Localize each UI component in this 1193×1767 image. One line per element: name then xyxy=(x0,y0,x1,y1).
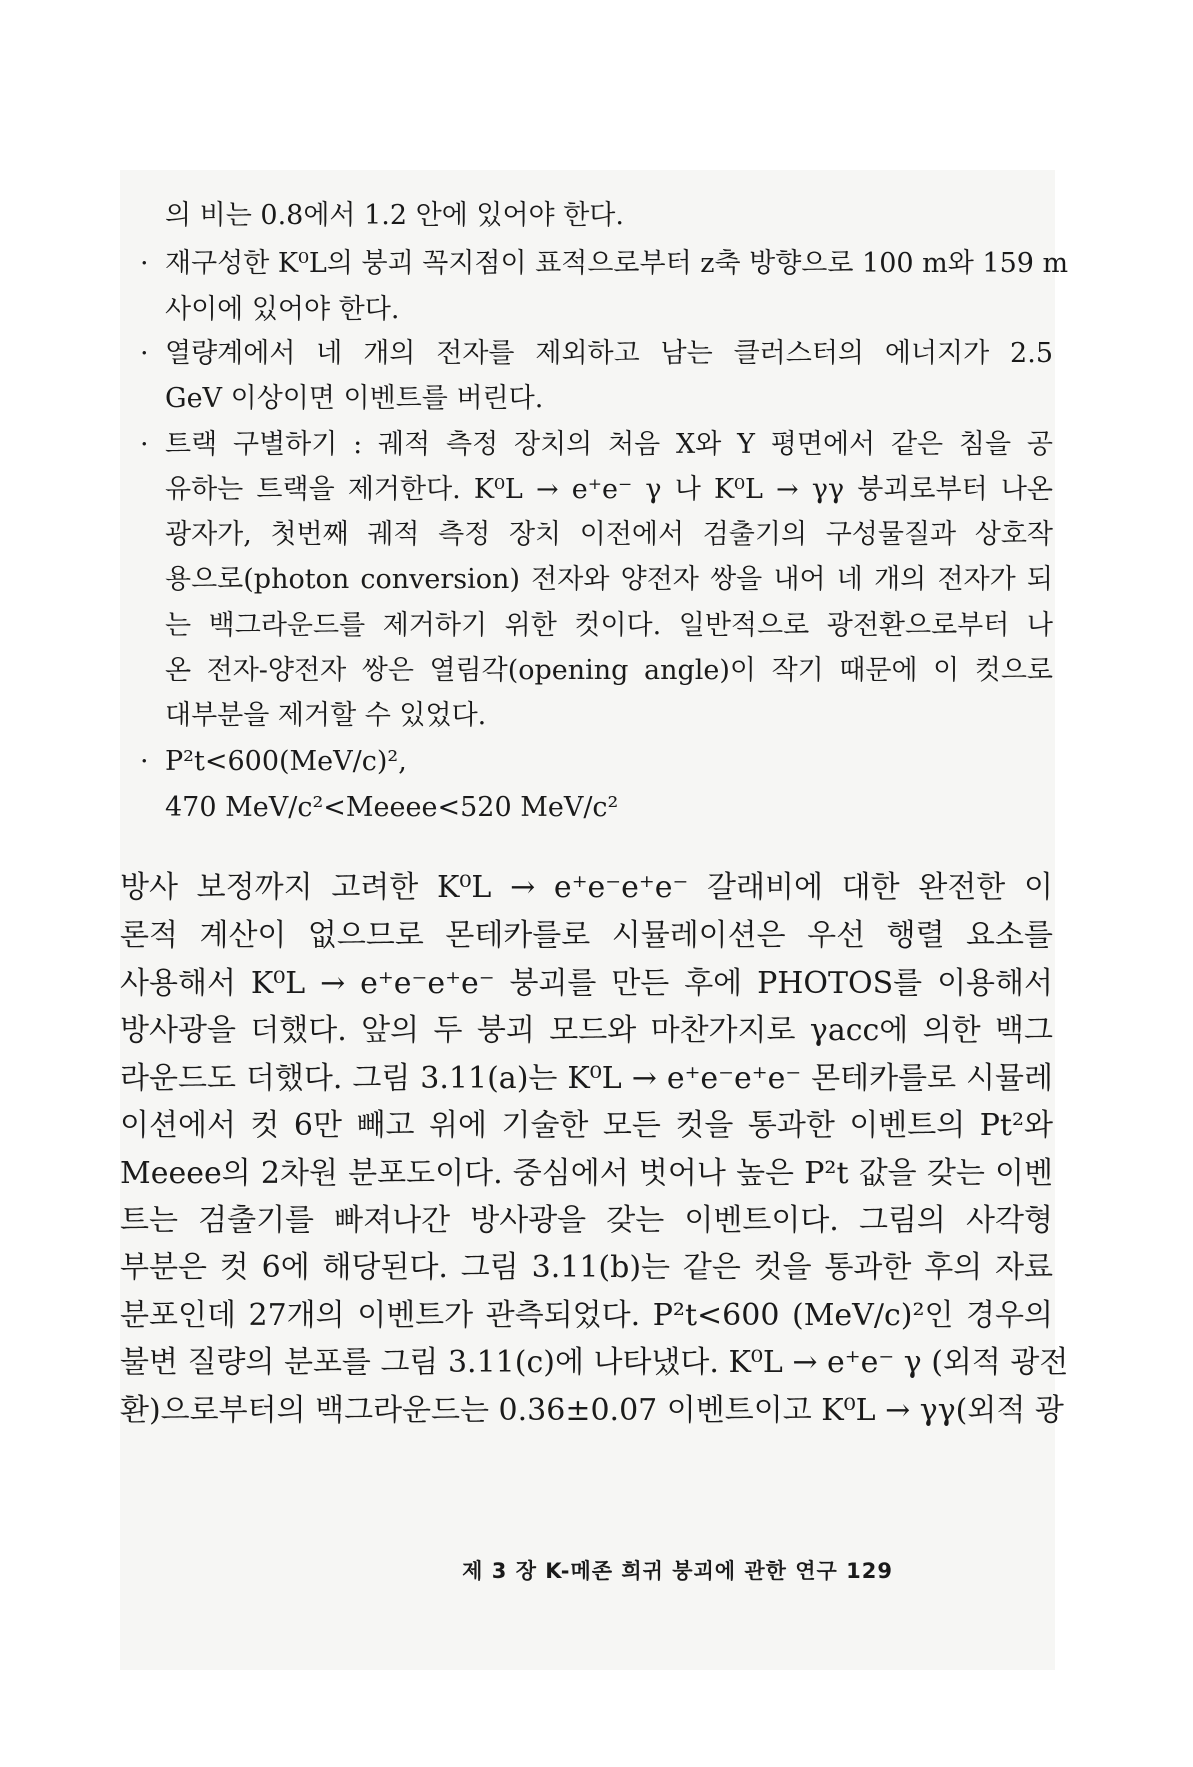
bullet-3-line-3: 용으로(photon conversion) 전자와 양전자 쌍을 내어 네 개의 전자가 되 xyxy=(165,564,1053,595)
bullet-3-line-0: 트랙 구별하기 : 궤적 측정 장치의 처음 X와 Y 평면에서 같은 침을 공 xyxy=(165,429,1053,460)
bullet-3-line-2: 광자가, 첫번째 궤적 측정 장치 이전에서 검출기의 구성물질과 상호작 xyxy=(165,519,1053,550)
bullet-2-line-0: 열량계에서 네 개의 전자를 제외하고 남는 클러스터의 에너지가 2.5 xyxy=(165,338,1053,369)
bullet-2-line-1: GeV 이상이면 이벤트를 버린다. xyxy=(165,383,544,414)
bullet-3-marker: · xyxy=(140,429,149,460)
bullet-3-line-1: 유하는 트랙을 제거한다. K⁰L → e⁺e⁻ γ 나 K⁰L → γγ 붕괴로부터 나온 xyxy=(165,474,1053,505)
paragraph-line-0: 방사 보정까지 고려한 K⁰L → e⁺e⁻e⁺e⁻ 갈래비에 대한 완전한 이 xyxy=(120,870,1053,905)
paragraph-line-10: 불변 질량의 분포를 그림 3.11(c)에 나타냈다. K⁰L → e⁺e⁻ γ (외적 광전 xyxy=(120,1345,1069,1380)
paragraph-line-5: 이션에서 컷 6만 빼고 위에 기술한 모든 컷을 통과한 이벤트의 Pt²와 xyxy=(120,1108,1053,1143)
bullet-1-line-1: 사이에 있어야 한다. xyxy=(165,294,400,325)
page-footer: 제 3 장 K-메존 희귀 붕괴에 관한 연구 129 xyxy=(462,1559,893,1583)
bullet-4-line-0: P²t<600(MeV/c)², xyxy=(165,746,407,777)
bullet-0-line-0: 의 비는 0.8에서 1.2 안에 있어야 한다. xyxy=(165,200,624,231)
bullet-2-marker: · xyxy=(140,338,149,369)
bullet-3-line-4: 는 백그라운드를 제거하기 위한 컷이다. 일반적으로 광전환으로부터 나 xyxy=(165,610,1053,641)
paragraph-line-2: 사용해서 K⁰L → e⁺e⁻e⁺e⁻ 붕괴를 만든 후에 PHOTOS를 이용해서 xyxy=(120,966,1053,1001)
paragraph-line-6: Meeee의 2차원 분포도이다. 중심에서 벗어나 높은 P²t 값을 갖는 이벤 xyxy=(120,1156,1053,1191)
bullet-4-marker: · xyxy=(140,746,149,777)
paragraph-line-3: 방사광을 더했다. 앞의 두 붕괴 모드와 마찬가지로 γacc에 의한 백그 xyxy=(120,1013,1053,1048)
paragraph-line-4: 라운드도 더했다. 그림 3.11(a)는 K⁰L → e⁺e⁻e⁺e⁻ 몬테카를로 시뮬레 xyxy=(120,1061,1053,1096)
paragraph-line-7: 트는 검출기를 빠져나간 방사광을 갖는 이벤트이다. 그림의 사각형 xyxy=(120,1203,1053,1238)
paragraph-line-8: 부분은 컷 6에 해당된다. 그림 3.11(b)는 같은 컷을 통과한 후의 자료 xyxy=(120,1250,1053,1285)
paragraph-line-1: 론적 계산이 없으므로 몬테카를로 시뮬레이션은 우선 행렬 요소를 xyxy=(120,918,1053,953)
bullet-3-line-5: 온 전자-양전자 쌍은 열림각(opening angle)이 작기 때문에 이 컷으로 xyxy=(165,655,1053,686)
paragraph-line-11: 환)으로부터의 백그라운드는 0.36±0.07 이벤트이고 K⁰L → γγ(외적 광 xyxy=(120,1393,1064,1428)
bullet-3-line-6: 대부분을 제거할 수 있었다. xyxy=(165,700,487,731)
bullet-4-line-1: 470 MeV/c²<Meeee<520 MeV/c² xyxy=(165,792,619,823)
bullet-1-marker: · xyxy=(140,248,149,279)
bullet-1-line-0: 재구성한 K⁰L의 붕괴 꼭지점이 표적으로부터 z축 방향으로 100 m와 159 m xyxy=(165,248,1069,279)
paragraph-line-9: 분포인데 27개의 이벤트가 관측되었다. P²t<600 (MeV/c)²인 경우의 xyxy=(120,1298,1053,1333)
